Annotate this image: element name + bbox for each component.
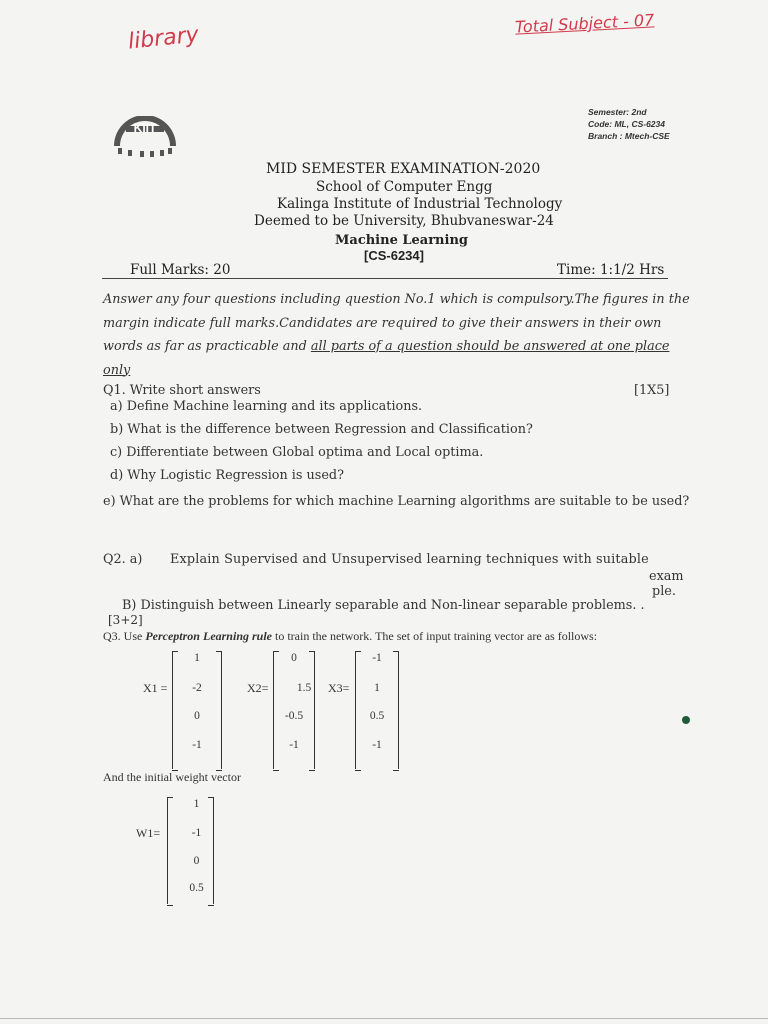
kiit-logo xyxy=(104,116,186,160)
university-name: Deemed to be University, Bhubvaneswar-24 xyxy=(254,213,554,229)
time-allowed: Time: 1:1/2 Hrs xyxy=(557,262,665,278)
q1-e: e) What are the problems for which machine Learning algorithms are suitable to be used? xyxy=(103,494,690,509)
w1-cell: 1 xyxy=(193,798,200,810)
x2-cell: -0.5 xyxy=(284,710,304,722)
q1-c: c) Differentiate between Global optima and Local optima. xyxy=(110,445,484,460)
x3-cell: -1 xyxy=(372,739,382,751)
q1-b: b) What is the difference between Regression and Classification? xyxy=(110,422,533,437)
x1-vector xyxy=(172,651,222,769)
instructions-underlined: all parts of a question should be answered at one place only xyxy=(103,339,670,378)
x3-cell: -1 xyxy=(372,652,382,664)
x3-vector xyxy=(355,651,399,769)
w1-vector xyxy=(167,797,214,904)
x2-cell: 1.5 xyxy=(296,682,312,694)
full-marks: Full Marks: 20 xyxy=(130,262,231,278)
handwritten-library-note: library xyxy=(126,22,200,55)
header-divider xyxy=(102,278,668,279)
handwritten-total-subject-note: Total Subject - 07 xyxy=(514,10,655,37)
instructions-text: Answer any four questions including question No.1 which is compulsory.The figures in the margin indicate full marks.Candidates are required to give their answers in their own words as far as practicable and xyxy=(103,292,690,354)
x2-cell: 0 xyxy=(291,652,297,664)
x3-label: X3= xyxy=(328,681,350,695)
q3-text xyxy=(103,629,597,644)
subject-code: [CS-6234] xyxy=(364,248,424,263)
q3-suffix: to train the network. The set of input training vector are as follows: xyxy=(272,629,598,643)
x1-cell: -1 xyxy=(192,739,202,751)
q1-a: a) Define Machine learning and its applications. xyxy=(110,399,423,414)
x1-cell: 0 xyxy=(194,710,200,722)
q2-b-text: B) Distinguish between Linearly separable and Non-linear separable problems. . xyxy=(122,598,645,613)
q3-prefix: Q3. Use xyxy=(103,629,146,643)
q1-marks: [1X5] xyxy=(634,383,670,398)
q2-a-wrap1: exam xyxy=(649,569,684,584)
bottom-edge-line xyxy=(0,1018,768,1019)
weight-vector-text: And the initial weight vector xyxy=(103,770,241,784)
x1-cell: -2 xyxy=(192,682,202,694)
semester-meta xyxy=(588,106,670,142)
x3-cell: 1 xyxy=(374,682,380,694)
w1-cell: 0 xyxy=(193,855,200,867)
w1-label: W1= xyxy=(136,826,161,840)
semester-label: Semester: 2nd xyxy=(588,107,647,117)
q2-marks: [3+2] xyxy=(108,613,143,627)
svg-text:KIIT: KIIT xyxy=(133,121,157,135)
x2-vector xyxy=(273,651,315,769)
branch-label: Branch : Mtech-CSE xyxy=(588,131,670,141)
q1-d: d) Why Logistic Regression is used? xyxy=(110,468,344,483)
ink-dot xyxy=(682,716,690,724)
q3-rule: Perceptron Learning rule xyxy=(145,629,272,643)
exam-title: MID SEMESTER EXAMINATION-2020 xyxy=(266,161,541,177)
x3-cell: 0.5 xyxy=(369,710,385,722)
w1-cell: -1 xyxy=(191,827,202,839)
subject-name: Machine Learning xyxy=(335,233,468,248)
code-label: Code: ML, CS-6234 xyxy=(588,119,665,129)
q2-a-text: Explain Supervised and Unsupervised learning techniques with suitable xyxy=(170,552,649,567)
q2-a-wrap2: ple. xyxy=(652,584,676,599)
w1-cell: 0.5 xyxy=(189,882,204,894)
x1-label: X1 = xyxy=(143,681,168,695)
instructions xyxy=(103,288,693,382)
x2-cell: -1 xyxy=(289,739,299,751)
q2-a-label: Q2. a) xyxy=(103,552,143,567)
q1-title: Q1. Write short answers xyxy=(103,383,261,398)
x1-cell: 1 xyxy=(194,652,200,664)
institute-name: Kalinga Institute of Industrial Technology xyxy=(277,196,563,212)
x2-label: X2= xyxy=(247,681,269,695)
school-name: School of Computer Engg xyxy=(316,179,493,195)
